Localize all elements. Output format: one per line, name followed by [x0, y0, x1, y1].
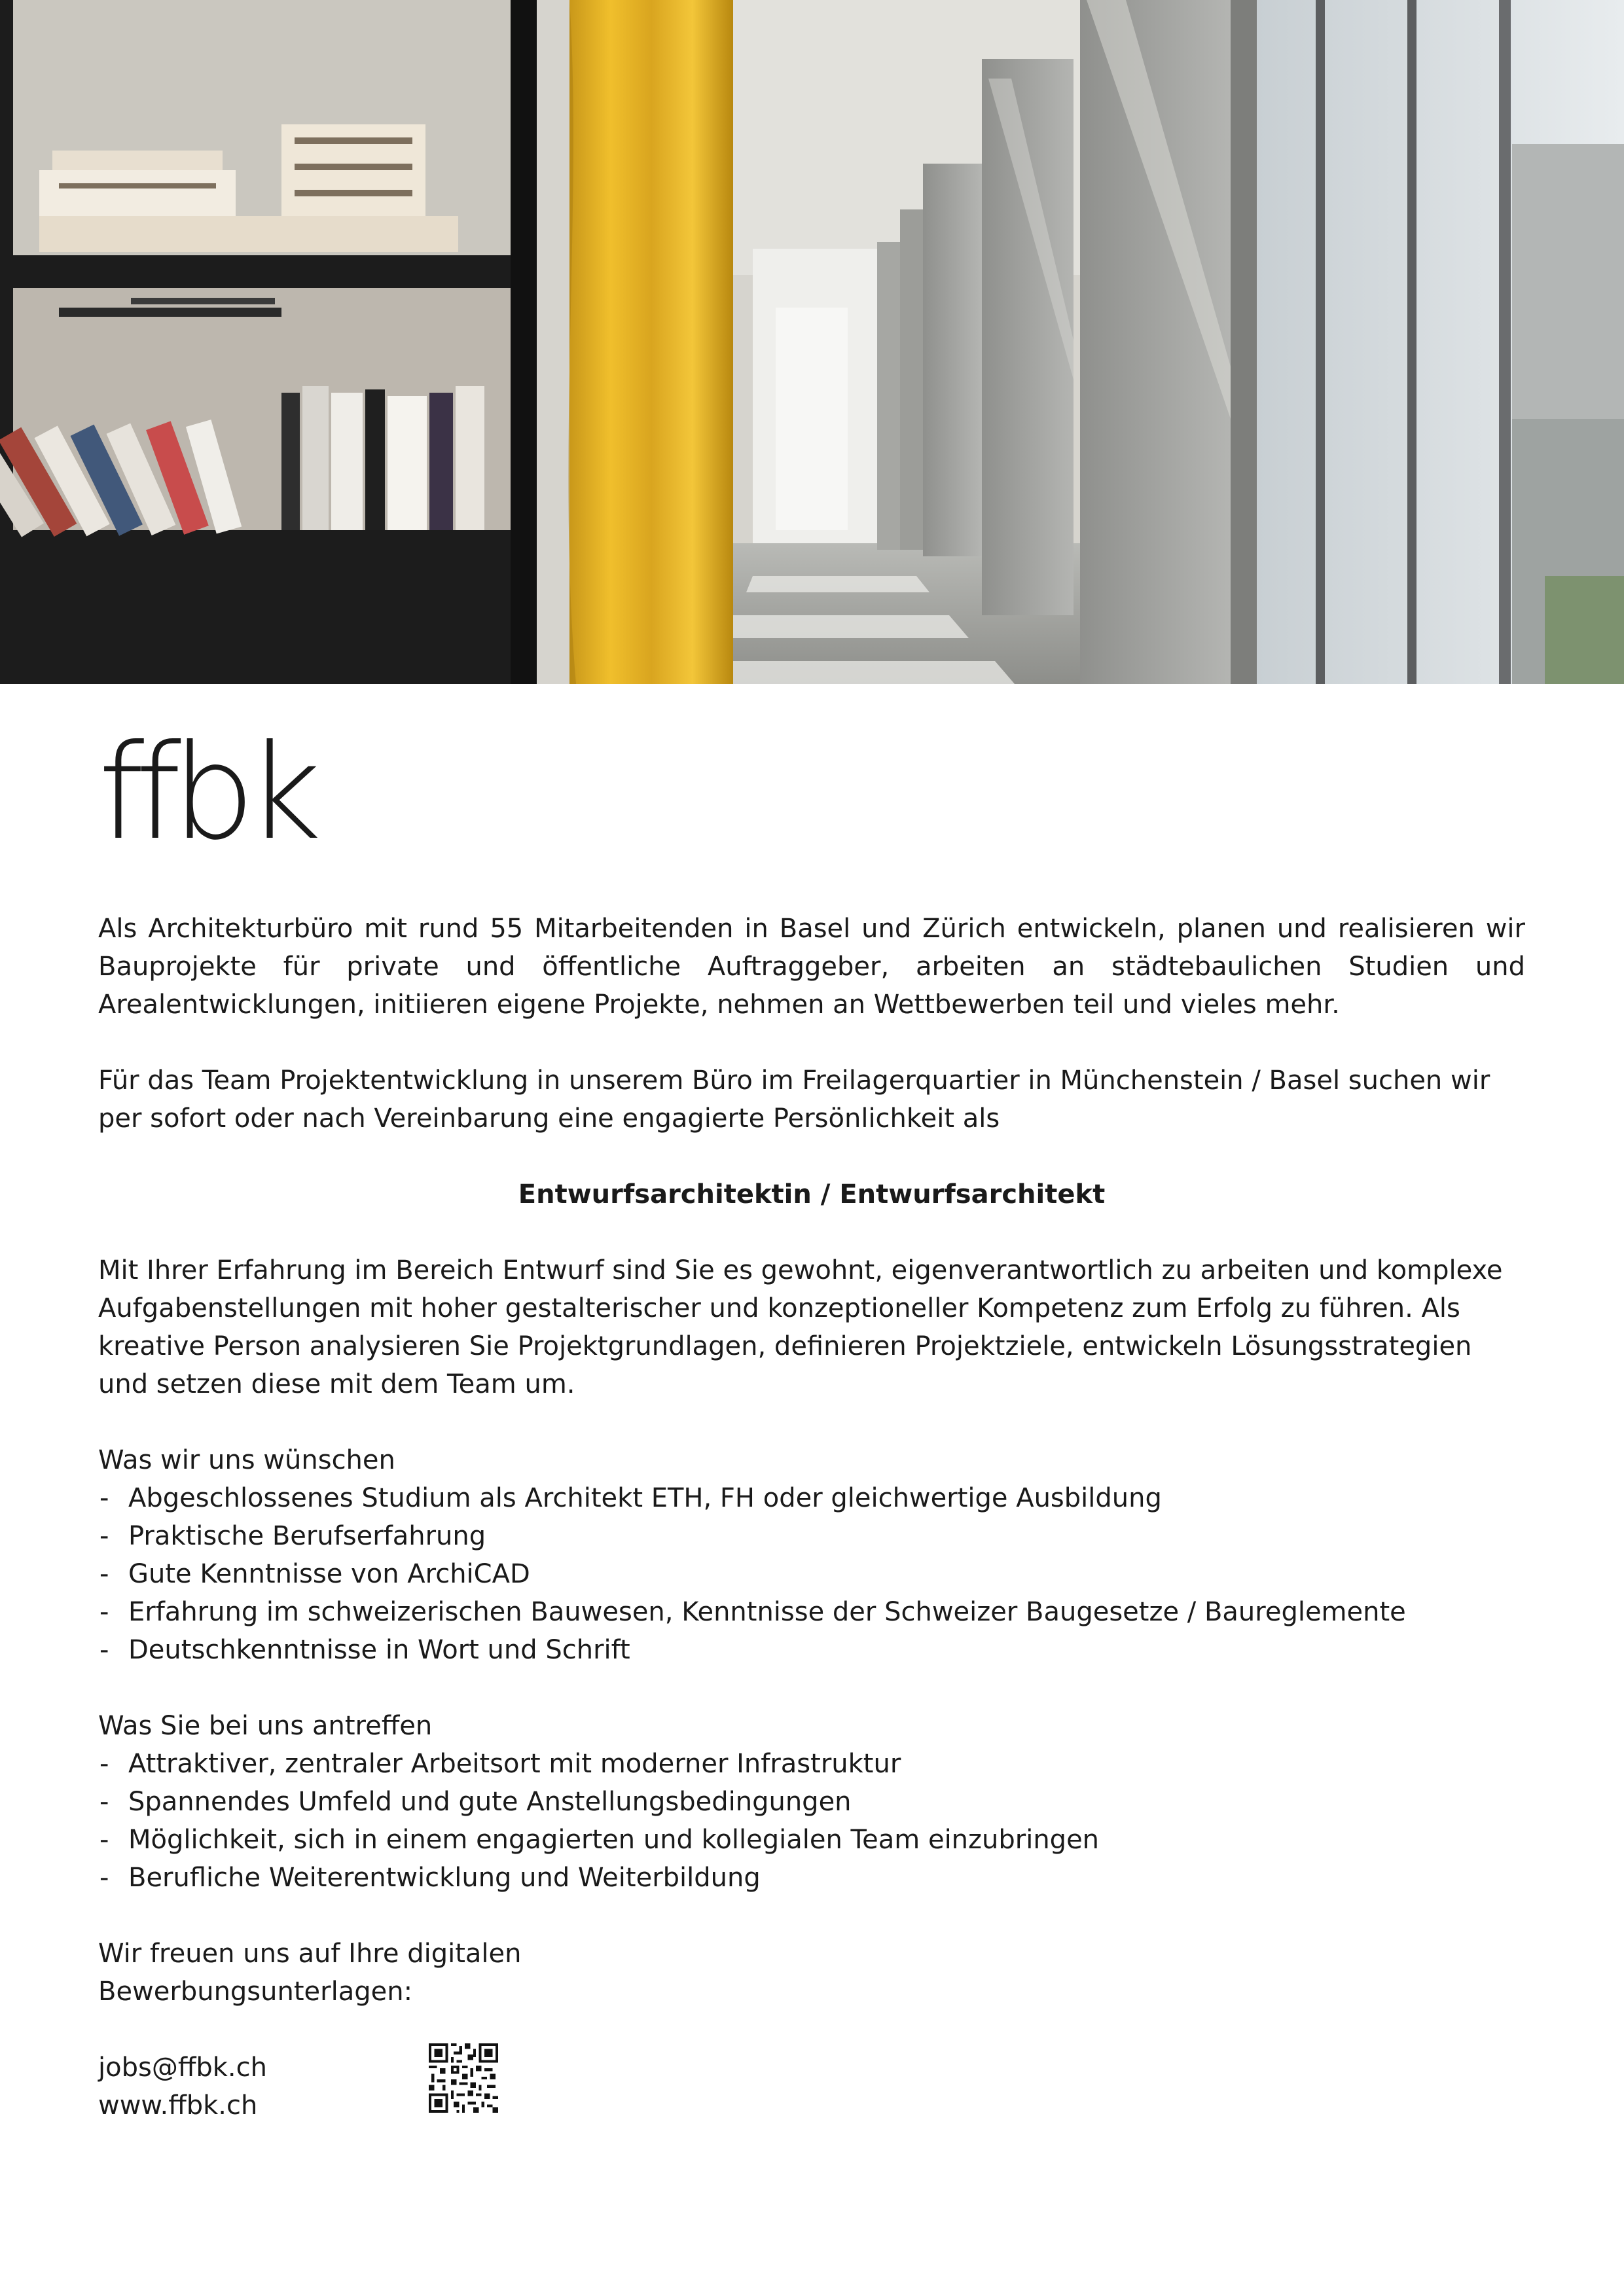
list-item: - Gute Kenntnisse von ArchiCAD — [99, 1559, 530, 1589]
requirements-heading: Was wir uns wünschen — [98, 1445, 395, 1475]
list-item: - Praktische Berufserfahrung — [99, 1521, 486, 1551]
requirements-list — [98, 1479, 1525, 1669]
offer-heading: Was Sie bei uns antreffen — [98, 1711, 433, 1741]
intro-paragraph: Als Architekturbüro mit rund 55 Mitarbeitenden in Basel und Zürich entwickeln, planen und realisieren wir Bauprojekte für private und öffentliche Auftraggeber, arbeiten an städtebaulichen Studien und Arealentwicklungen, initiieren eigene Projekte, nehmen an Wettbewerben teil und vieles mehr. — [98, 914, 1525, 1020]
hero-photo — [0, 0, 1624, 684]
company-logo: ffbk — [98, 717, 313, 869]
list-item: - Abgeschlossenes Studium als Architekt ETH, FH oder gleichwertige Ausbildung — [99, 1483, 1162, 1513]
list-item: - Deutschkenntnisse in Wort und Schrift — [99, 1635, 630, 1665]
description-paragraph: Mit Ihrer Erfahrung im Bereich Entwurf sind Sie es gewohnt, eigenverantwortlich zu arbeiten und komplexe Aufgabenstellungen mit hoher gestalterischer und konzeptioneller Kompetenz zum Erfolg zu führen. Als kreative Person analysieren Sie Projektgrundlagen, definieren Projektziele, entwickeln Lösungsstrategien und setzen diese mit dem Team um. — [98, 1255, 1503, 1399]
team-paragraph: Für das Team Projektentwicklung in unserem Büro im Freilagerquartier in Münchenstein / Basel suchen wir per sofort oder nach Vereinbarung eine engagierte Persönlichkeit als — [98, 1066, 1490, 1134]
email-link[interactable]: jobs@ffbk.ch — [98, 2053, 267, 2083]
job-posting-body — [98, 910, 1525, 2125]
position-title: Entwurfsarchitektin / Entwurfsarchitekt — [518, 1179, 1106, 1210]
list-item: - Spannendes Umfeld und gute Anstellungsbedingungen — [99, 1787, 852, 1817]
closing-line-2: Bewerbungsunterlagen: — [98, 1977, 413, 2007]
closing-line-1: Wir freuen uns auf Ihre digitalen — [98, 1939, 522, 1969]
list-item: - Erfahrung im schweizerischen Bauwesen, Kenntnisse der Schweizer Baugesetze / Baureglemente — [99, 1597, 1406, 1627]
contact-block — [98, 2049, 1525, 2125]
list-item: - Berufliche Weiterentwicklung und Weiterbildung — [99, 1863, 761, 1893]
office-interior-illustration — [0, 0, 1624, 684]
offer-list — [98, 1745, 1525, 1897]
website-link[interactable]: www.ffbk.ch — [98, 2090, 258, 2121]
list-item: - Attraktiver, zentraler Arbeitsort mit moderner Infrastruktur — [99, 1749, 901, 1779]
list-item: - Möglichkeit, sich in einem engagierten und kollegialen Team einzubringen — [99, 1825, 1100, 1855]
qr-code-icon[interactable] — [429, 2043, 498, 2113]
